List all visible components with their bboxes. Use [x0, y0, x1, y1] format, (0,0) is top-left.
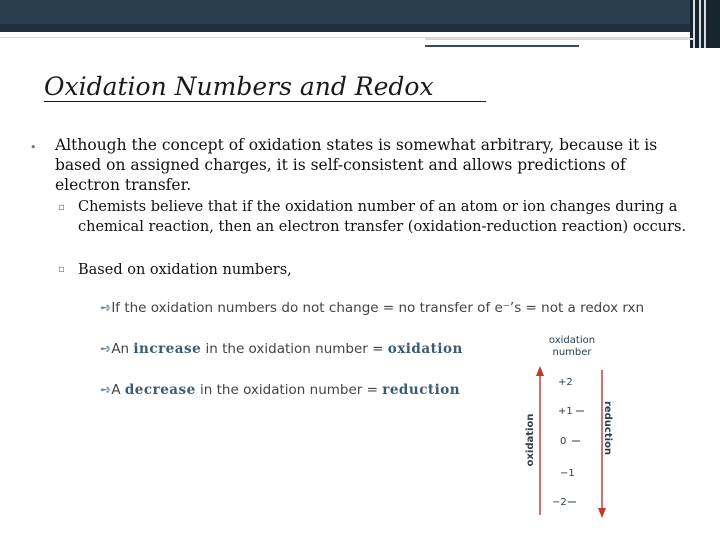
rule-prefix: A [111, 382, 125, 398]
rule-text: If the oxidation numbers do not change = no transfer of e⁻’s = not a redox rxn [111, 300, 645, 316]
arrow-bullet-icon: ➺ [100, 341, 112, 357]
level-label: +2 [558, 377, 573, 388]
main-bullet: Although the concept of oxidation states is somewhat arbitrary, because it is based on assigned charges, it is self-consistent and allows predictions of electron transfer. [55, 136, 658, 194]
diagram-header-line1: oxidation [548, 335, 596, 346]
sub-bullet-based-on: Based on oxidation numbers, [78, 262, 292, 278]
title-underline [44, 101, 486, 102]
level-label: 0 [560, 436, 567, 447]
oxidation-arrow-head-icon [536, 366, 544, 376]
header-stripe [693, 0, 695, 48]
bullet-dot-icon: • [30, 141, 37, 154]
rule-increase [100, 341, 463, 357]
reduction-axis-label: reduction [602, 400, 613, 456]
rule-no-change [100, 300, 644, 316]
rule-middle: in the oxidation number = [195, 382, 383, 398]
rule-result: oxidation [387, 341, 463, 357]
oxidation-number-diagram [520, 330, 620, 520]
level-label: −2 [552, 497, 567, 508]
header-accent-line [425, 38, 694, 40]
header-stripe [704, 0, 706, 48]
reduction-arrow-head-icon [598, 508, 606, 518]
header-bar [0, 0, 720, 24]
arrow-bullet-icon: ➺ [100, 382, 112, 398]
diagram-header-line2: number [552, 347, 592, 358]
arrow-bullet-icon: ➺ [100, 300, 112, 316]
rule-keyword: increase [133, 341, 202, 357]
slide-title: Oxidation Numbers and Redox [44, 72, 434, 101]
rule-keyword: decrease [124, 382, 196, 398]
rule-middle: in the oxidation number = [201, 341, 388, 357]
header-bar-thin [0, 24, 720, 32]
level-label: −1 [560, 468, 575, 479]
rule-decrease [100, 382, 460, 398]
header-stripe [699, 0, 701, 48]
rule-result: reduction [382, 382, 461, 398]
bullet-square-icon: ▫ [58, 202, 65, 213]
sub-bullet-electron-transfer: Chemists believe that if the oxidation number of an atom or ion changes during a chemical reaction, then an electron transfer (oxidation-reduction reaction) occurs. [78, 199, 687, 235]
level-label: +1 [558, 406, 573, 417]
oxidation-axis-label: oxidation [525, 413, 536, 467]
bullet-square-icon: ▫ [58, 264, 65, 275]
header-accent-line-dark [425, 45, 579, 47]
rule-prefix: An [111, 341, 134, 357]
